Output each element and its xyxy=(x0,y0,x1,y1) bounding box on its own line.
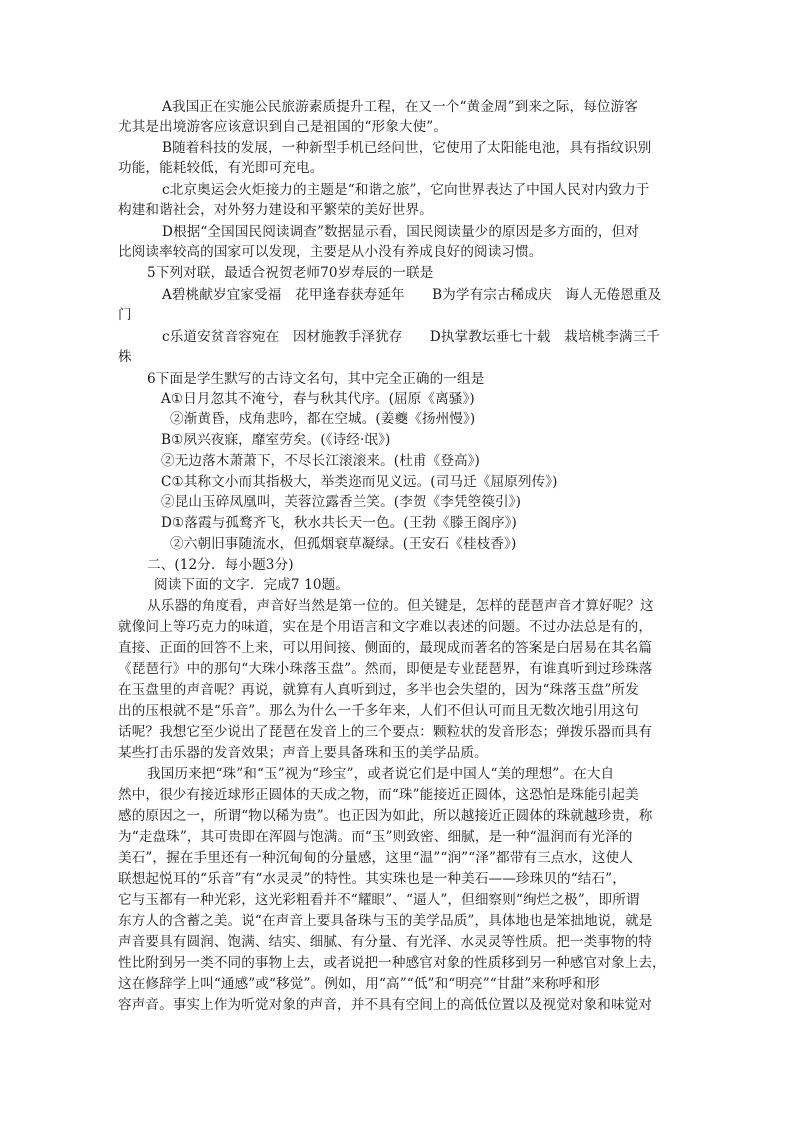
passage-p2-line-3: 感的原因之一，所谓“物以稀为贵”。也正因为如此，所以越接近正圆体的珠就越珍贵，称 xyxy=(118,808,653,824)
option-d-line-2: 比阅读率较高的国家可以发现，主要是从小没有养成良好的阅读习惯。 xyxy=(118,244,543,260)
section-2-heading: 二、(12分．每小题3分) xyxy=(147,557,294,573)
passage-p1-line-6: 出的压根就不是“乐音”。那么为什么一千多年来，人们不但认可而且无数次地引用这句 xyxy=(118,703,639,719)
passage-p2-line-4: 为“走盘珠”，其可贵即在浑圆与饱满。而“玉”则致密、细腻，是一种“温润而有光泽的 xyxy=(118,829,633,845)
q5-options-cd-wrap: 株 xyxy=(118,349,132,365)
passage-p2-line-2: 然中，很少有接近球形正圆体的天成之物，而“珠”能接近正圆体，这恐怕是珠能引起美 xyxy=(118,787,639,803)
passage-p1-line-7: 话呢？我想它至少说出了琵琶在发音上的三个要点：颗粒状的发音形态；弹拨乐器而具有 xyxy=(118,724,653,740)
q6-b-1: B①夙兴夜寐，靡室劳矣。(《诗经·氓》) xyxy=(161,432,391,448)
q6-d-1: D①落霞与孤鹜齐飞，秋水共长天一色。(王勃《滕王阁序》) xyxy=(161,515,517,531)
section-2-instruction: 阅读下面的文字．完成7 10题。 xyxy=(154,577,349,593)
passage-p1-line-2: 就像问上等巧克力的味道，实在是个用语言和文字难以表述的问题。不过办法总是有的， xyxy=(118,619,653,635)
q6-a-1: A①日月忽其不淹兮，春与秋其代序。(屈原《离骚》) xyxy=(161,391,475,407)
passage-p2-line-12: 容声音。事实上作为听觉对象的声音，并不具有空间上的高低位置以及视觉对象和味觉对 xyxy=(118,997,653,1013)
passage-p2-line-10: 性比附到另一类不同的事物上去，或者说把一种感官对象的性质移到另一种感官对象上去， xyxy=(118,955,666,971)
question-6: 6下面是学生默写的古诗文名句，其中完全正确的一组是 xyxy=(147,371,485,387)
passage-p1-line-8: 某些打击乐器的发音效果；声音上要具备珠和玉的美学品质。 xyxy=(118,745,488,761)
passage-p2-line-6: 联想起悦耳的“乐音”有“水灵灵”的特性。其实珠也是一种美石——珍珠贝的“结石”， xyxy=(118,871,626,887)
option-b-line-1: B随着科技的发展，一种新型手机已经问世，它使用了太阳能电池，具有指纹识别 xyxy=(162,140,652,156)
q5-options-ab-wrap: 门 xyxy=(118,307,132,323)
option-c-line-1: c北京奥运会火炬接力的主题是“和谐之旅”，它向世界表达了中国人民对内致力于 xyxy=(162,182,650,198)
q6-c-1: C①其称文小而其指极大，举类迩而见义远。(司马迁《屈原列传》) xyxy=(161,474,558,490)
passage-p2-line-7: 它与玉都有一种光彩，这光彩粗看并不“耀眼”、“逼人”，但细察则“绚烂之极”，即所谓 xyxy=(118,892,640,908)
passage-p2-line-9: 声音要具有圆润、饱满、结实、细腻、有分量、有光泽、水灵灵等性质。把一类事物的特 xyxy=(118,934,653,950)
passage-p1-line-4: 《琵琶行》中的那句“大珠小珠落玉盘”。然而，即便是专业琵琶界，有谁真听到过珍珠落 xyxy=(118,661,653,677)
q5-options-ab: A碧桃献岁宜家受福 花甲逢春获寿延年 B为学有宗古稀成庆 诲人无倦恩重及 xyxy=(162,287,662,303)
option-a-line-1: A我国正在实施公民旅游素质提升工程，在又一个“黄金周”到来之际，每位游客 xyxy=(162,99,638,115)
passage-p2-line-1: 我国历来把“珠”和“玉”视为“珍宝”，或者说它们是中国人“美的理想”。在大自 xyxy=(147,766,615,782)
passage-p2-line-8: 东方人的含蓄之美。说“在声音上要具备珠与玉的美学品质”，具体地也是笨拙地说，就是 xyxy=(118,913,653,929)
option-c-line-2: 构建和谐社会，对外努力建设和平繁荣的美好世界。 xyxy=(118,202,433,218)
passage-p1-line-1: 从乐器的角度看，声音好当然是第一位的。但关键是，怎样的琵琶声音才算好呢？这 xyxy=(147,598,654,614)
option-d-line-1: D根据“全国国民阅读调查”数据显示看，国民阅读量少的原因是多方面的，但对 xyxy=(162,224,639,240)
passage-p1-line-5: 在玉盘里的声音呢？再说，就算有人真听到过，多半也会失望的，因为“珠落玉盘”所发 xyxy=(118,682,639,698)
passage-p2-line-5: 美石”，握在手里还有一种沉甸甸的分量感，这里“温”“润”“泽”都带有三点水，这使人 xyxy=(118,850,633,866)
passage-p2-line-11: 这在修辞学上叫“通感”或“移觉”。例如，用“高”“低”和“明亮”“甘甜”来称呼和形 xyxy=(118,976,600,992)
q6-b-2: ②无边落木萧萧下，不尽长江滚滚来。(杜甫《登高》) xyxy=(161,453,480,469)
passage-p1-line-3: 直接、正面的回答不上来，可以用间接、侧面的，最现成而著名的答案是白居易在其名篇 xyxy=(118,640,653,656)
option-b-line-2: 功能，能耗较低，有光即可充电。 xyxy=(118,160,324,176)
q6-a-2: ②渐黄昏，戍角悲吟，都在空城。(姜夔《扬州慢》) xyxy=(170,411,476,427)
q6-c-2: ②昆山玉碎凤凰叫，芙蓉泣露香兰笑。(李贺《李凭箜篌引》) xyxy=(161,494,522,510)
q5-options-cd: c乐道安贫音容宛在 因材施教手泽犹存 D执掌教坛垂七十载 栽培桃李满三千 xyxy=(162,329,660,345)
question-5: 5下列对联，最适合祝贺老师70岁寿辰的一联是 xyxy=(147,265,434,281)
q6-d-2: ②六朝旧事随流水，但孤烟衰草凝绿。(王安石《桂枝香》) xyxy=(170,536,517,552)
option-a-line-2: 尤其是出境游客应该意识到自己是祖国的“形象大使”。 xyxy=(118,119,448,135)
